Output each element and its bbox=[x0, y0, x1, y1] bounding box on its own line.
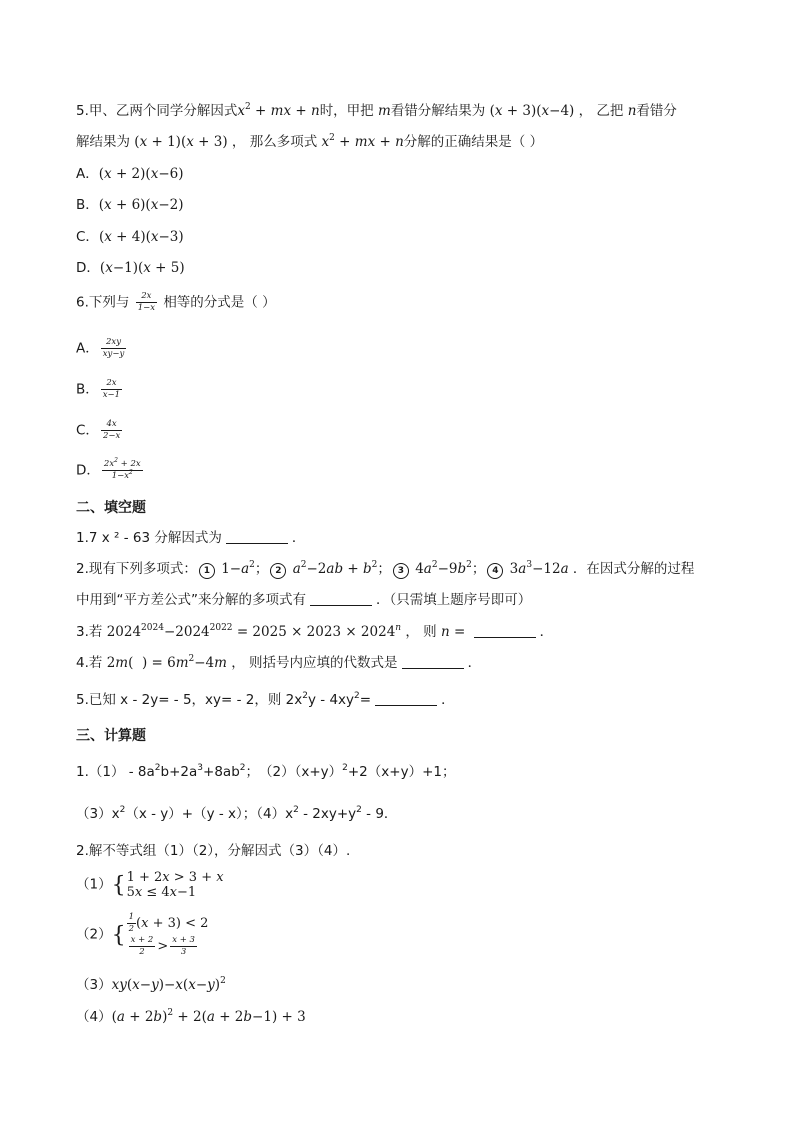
answer-blank[interactable] bbox=[402, 655, 464, 669]
q6-option-b[interactable]: B． $\frac{2x}{x-1}$ bbox=[76, 378, 121, 400]
q5-option-d[interactable]: D．(x−1)(x + 5) bbox=[76, 260, 185, 276]
q5-line2: 解结果为 (x + 1)(x + 3) ， 那么多项式 $x^2$ + mx + n分解的正确结果是（ ） bbox=[76, 133, 544, 150]
calc-q2-3: $(3)xy(x-y)-x(x-y)^2$ bbox=[76, 976, 226, 993]
q6-stem: 6.下列与 $\frac{2x}{1-x}$ 相等的分式是（ ） bbox=[76, 291, 276, 313]
q5-option-b[interactable]: B．(x + 6)(x−2) bbox=[76, 197, 184, 213]
q5-option-c[interactable]: C．(x + 4)(x−3) bbox=[76, 229, 184, 245]
fill-q1: 1.7 x ² - 63 分解因式为 ． bbox=[76, 530, 306, 546]
q6-option-c[interactable]: C． $\frac{4x}{2-x}$ bbox=[76, 419, 121, 441]
q6-option-d[interactable]: D． $\frac{2x^2 + 2x}{1-x^2}$ bbox=[76, 457, 141, 481]
calc-q2-2: （2）{ $\frac{1}{2}$ (x + 3) < 2 $\frac{x + 2}{2}$ > $\frac{x + 3}{3}$ bbox=[76, 912, 209, 957]
calc-q2-1: （1）{ 1 + 2x > 3 + x 5x ≤ 4x−1 bbox=[76, 870, 224, 900]
answer-blank[interactable] bbox=[474, 624, 536, 638]
answer-blank[interactable] bbox=[375, 692, 437, 706]
q5-line1: 5.甲、乙两个同学分解因式$x^2$ + mx + n时，甲把 m看错分解结果为 (x + 3)(x−4) ， 乙把 n看错分 bbox=[76, 102, 677, 119]
q5-option-a[interactable]: A．(x + 2)(x−6) bbox=[76, 166, 184, 182]
fill-q2-line2: 中用到“平方差公式”来分解的多项式有 ．（只需填上题序号即可） bbox=[76, 592, 532, 608]
answer-blank[interactable] bbox=[310, 592, 372, 606]
section-fill-blank-title: 二、填空题 bbox=[76, 500, 146, 516]
calc-q1-line2: $(3)x^2(x - y)+(y - x)$；$(4)x^2 - 2xy+y^2 - 9$． bbox=[76, 805, 398, 822]
fill-q5: 5.已知 x - 2y= - 5，xy= - 2，则 $2x^2y - 4xy^2=$ ． bbox=[76, 691, 455, 708]
q6-option-a[interactable]: A． $\frac{2xy}{xy-y}$ bbox=[76, 337, 125, 359]
answer-blank[interactable] bbox=[226, 530, 288, 544]
calc-q2-4: $(4)(a + 2b)^2 + 2(a + 2b-1) + 3$ bbox=[76, 1008, 306, 1025]
fill-q2-line1: 2.现有下列多项式： 1 $1-a^2$； 2 $a^2-2ab + b^2$； 3 $4a^2-9b^2$； 4 $3a^3-12a$ ．在因式分解的过程 bbox=[76, 560, 695, 577]
calc-q1-line1: $1.(1) - 8a^2b+2a^3+8ab^2$； $(2)(x+y)^2+2(x+y)+1$； bbox=[76, 763, 456, 780]
calc-q2-stem: 2.解不等式组（1）（2），分解因式（3）（4）. bbox=[76, 843, 351, 859]
fill-q4: 4.若 2m( ) = $6m^2-4m$ ， 则括号内应填的代数式是 ． bbox=[76, 654, 482, 671]
section-calc-title: 三、计算题 bbox=[76, 728, 146, 744]
fill-q3: 3.若 $2024^{2024}-2024^{2022} = 2025 \times 2023 \times 2024^n$ ， 则 n = ． bbox=[76, 623, 554, 640]
